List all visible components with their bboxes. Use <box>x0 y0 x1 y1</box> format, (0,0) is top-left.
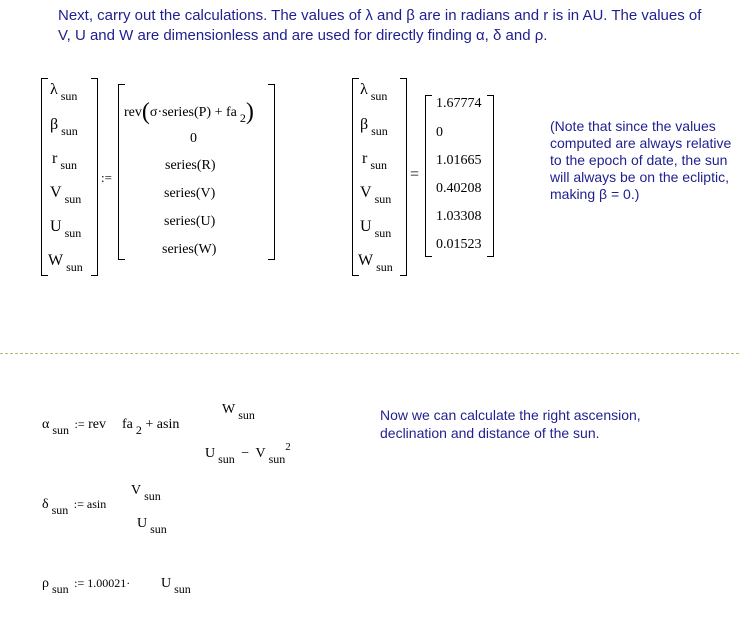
lhs-lambda: λ $_{sun}$ <box>50 81 78 103</box>
lhs2-beta: β $_{sun}$ <box>360 116 388 138</box>
alpha-lhs: α sun := rev <box>42 417 107 437</box>
rhs-row-series-v: series(V) <box>164 186 216 201</box>
result-left-bracket <box>425 95 432 257</box>
lhs-w: W $_{sun}$ <box>48 252 83 274</box>
delta-denominator: U sun <box>137 516 167 536</box>
result-lambda: 1.67774 <box>436 96 482 111</box>
result-beta: 0 <box>436 125 443 140</box>
lhs2-u: U $_{sun}$ <box>360 218 392 240</box>
result-w: 0.01523 <box>436 237 482 252</box>
alpha-numerator: W sun <box>222 402 255 422</box>
rho-radicand: U sun <box>161 576 191 596</box>
alpha-fa-asin: fa 2 + asin <box>122 417 180 437</box>
lhs2-right-bracket <box>400 78 407 276</box>
rhs-right-bracket <box>268 84 275 260</box>
lhs-v: V $_{sun}$ <box>50 184 82 206</box>
result-u: 1.03308 <box>436 209 482 224</box>
result-v: 0.40208 <box>436 181 482 196</box>
alpha-denominator: U sun − V sun$^2$ <box>205 441 291 466</box>
equals-operator: = <box>410 166 420 183</box>
ecliptic-note: (Note that since the values computed are always relative to the epoch of date, the sun will always be on the ecliptic, making β = 0.) <box>550 118 732 202</box>
delta-lhs: δ sun := asin <box>42 497 107 517</box>
lhs2-left-bracket <box>352 78 359 276</box>
rhs-row-rev: rev(σ·series(P) + fa 2) <box>124 99 254 125</box>
lhs2-lambda: λ $_{sun}$ <box>360 81 388 103</box>
lhs-r: r $_{sun}$ <box>52 150 77 172</box>
lhs-left-bracket <box>41 78 48 276</box>
explanation-text: Now we can calculate the right ascension, declination and distance of the sun. <box>380 407 641 441</box>
lhs2-w: W $_{sun}$ <box>358 252 393 274</box>
section-divider <box>0 353 739 354</box>
rhs-row-series-u: series(U) <box>164 214 216 229</box>
define-operator: := <box>101 170 112 185</box>
rhs-row-zero: 0 <box>190 131 197 146</box>
lhs2-r: r $_{sun}$ <box>362 150 387 172</box>
rhs-row-series-w: series(W) <box>162 242 217 257</box>
result-right-bracket <box>487 95 494 257</box>
lhs-beta: β $_{sun}$ <box>50 116 78 138</box>
intro-text: Next, carry out the calculations. The values of λ and β are in radians and r is in AU. The values of V, U and W are dimensionless and are used for directly finding α, δ and ρ. <box>58 7 702 44</box>
rho-lhs: ρ sun := 1.00021· <box>42 576 131 596</box>
result-r: 1.01665 <box>436 153 482 168</box>
lhs-right-bracket <box>91 78 98 276</box>
lhs-u: U $_{sun}$ <box>50 218 82 240</box>
lhs2-v: V $_{sun}$ <box>360 184 392 206</box>
rhs-row-series-r: series(R) <box>165 158 216 173</box>
delta-numerator: V sun <box>131 483 161 503</box>
